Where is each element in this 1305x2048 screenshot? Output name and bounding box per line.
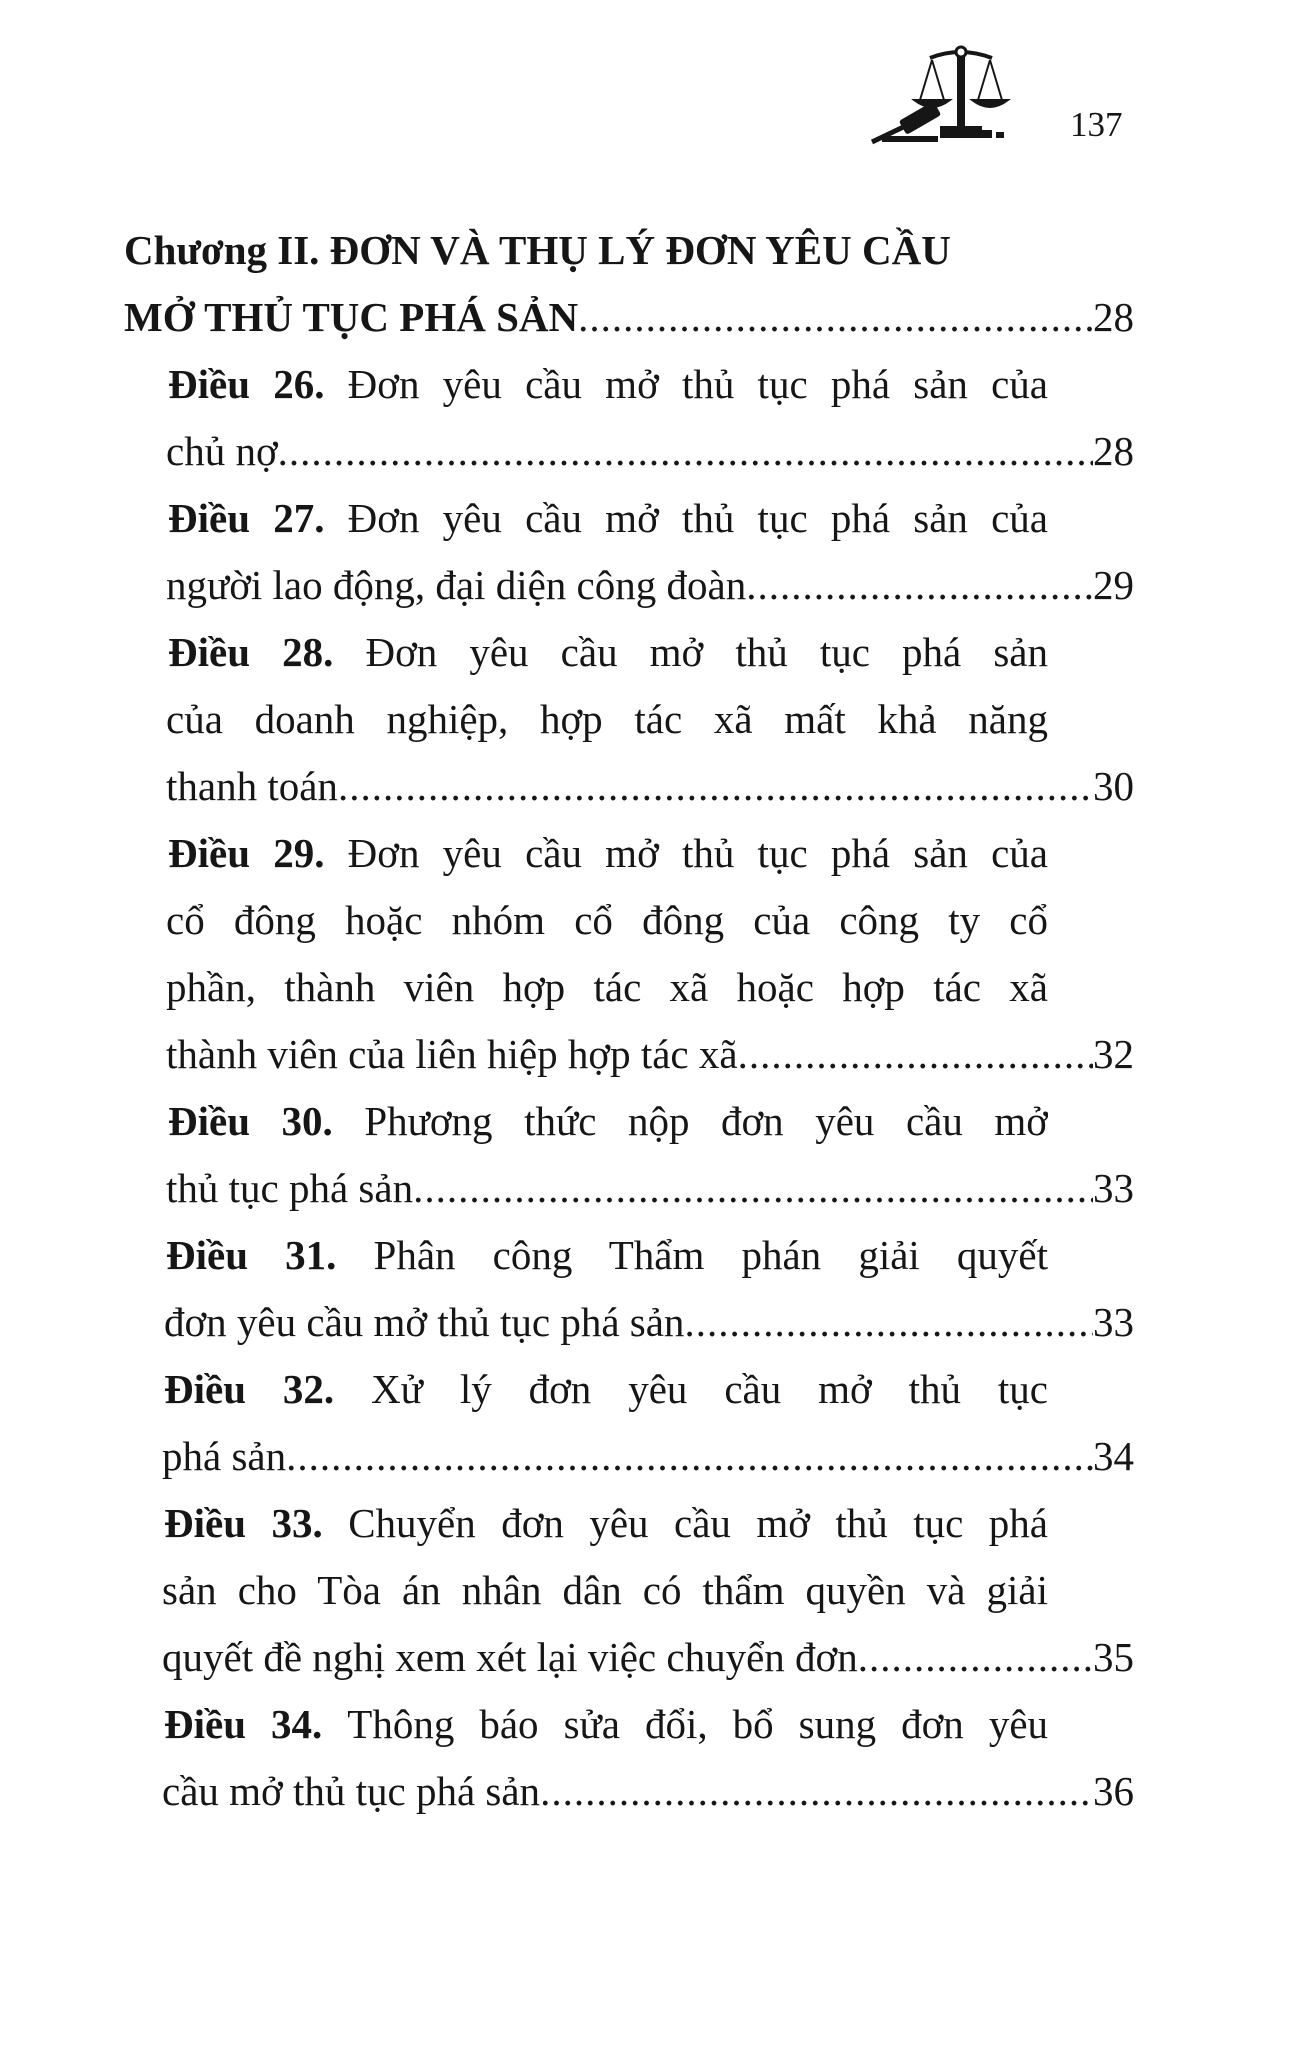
chapter-title-part-1: Chương II. ĐƠN VÀ THỤ LÝ ĐƠN YÊU CẦU [124, 227, 951, 273]
entry-text: đơn yêu cầu mở thủ tục phá sản [164, 1299, 685, 1345]
scales-and-gavel-icon [862, 40, 1032, 150]
entry-page-ref: 35 [1093, 1634, 1134, 1680]
entry-text: sản cho Tòa án nhân dân có thẩm quyền và giải [162, 1567, 1048, 1613]
toc-entry-33-line-3[interactable] [162, 1629, 1134, 1685]
entry-text: thủ tục phá sản [166, 1165, 414, 1211]
chapter-title-part-2: MỞ THỦ TỤC PHÁ SẢN [124, 294, 579, 340]
entry-label: Điều 33. [164, 1500, 349, 1546]
entry-label: Điều 31. [166, 1232, 374, 1278]
toc-entry-30-line-2[interactable] [166, 1160, 1134, 1216]
entry-text: quyết đề nghị xem xét lại việc chuyển đơn [162, 1634, 858, 1680]
toc-entry-27-line-1[interactable] [168, 490, 1048, 546]
entry-text: Đơn yêu cầu mở thủ tục phá sản của [347, 830, 1048, 876]
dot-leader [540, 1763, 1093, 1819]
toc-entry-29-line-4[interactable] [166, 1026, 1134, 1082]
toc-entry-28-line-1[interactable] [168, 624, 1048, 680]
entry-text: Thông báo sửa đổi, bổ sung đơn yêu [347, 1701, 1048, 1747]
entry-text: Đơn yêu cầu mở thủ tục phá sản của [347, 361, 1048, 407]
toc-entry-32-line-2[interactable] [162, 1428, 1134, 1484]
entry-page-ref: 33 [1093, 1165, 1134, 1211]
toc-entry-31-line-1[interactable] [166, 1227, 1048, 1283]
dot-leader [278, 423, 1093, 479]
entry-text: phá sản [162, 1433, 287, 1479]
entry-page-ref: 29 [1093, 562, 1134, 608]
toc-entry-34-line-1[interactable] [164, 1696, 1048, 1752]
toc-entry-31-line-2[interactable] [164, 1294, 1134, 1350]
dot-leader [286, 1428, 1093, 1484]
entry-page-ref: 32 [1093, 1031, 1134, 1077]
entry-text: Phân công Thẩm phán giải quyết [373, 1232, 1048, 1278]
toc-entry-26-line-1[interactable] [168, 356, 1048, 412]
chapter-heading-line-1 [124, 222, 1044, 278]
toc-entry-26-line-2[interactable] [166, 423, 1134, 479]
entry-text: Đơn yêu cầu mở thủ tục phá sản của [347, 495, 1048, 541]
entry-text: Đơn yêu cầu mở thủ tục phá sản [365, 629, 1048, 675]
entry-page-ref: 28 [1093, 428, 1134, 474]
entry-label: Điều 34. [164, 1701, 348, 1747]
toc-entry-27-line-2[interactable] [166, 557, 1134, 613]
chapter-heading-line-2[interactable] [124, 289, 1134, 345]
entry-text: Phương thức nộp đơn yêu cầu mở [364, 1098, 1048, 1144]
toc-entry-32-line-1[interactable] [164, 1361, 1048, 1417]
toc-entry-33-line-2 [162, 1562, 1048, 1618]
entry-text: thành viên của liên hiệp hợp tác xã [166, 1031, 738, 1077]
entry-label: Điều 29. [168, 830, 348, 876]
entry-label: Điều 28. [168, 629, 366, 675]
entry-label: Điều 27. [168, 495, 348, 541]
toc-entry-34-line-2[interactable] [162, 1763, 1134, 1819]
dot-leader [338, 758, 1093, 814]
entry-page-ref: 33 [1093, 1299, 1134, 1345]
entry-text: cổ đông hoặc nhóm cổ đông của công ty cổ [166, 897, 1048, 943]
entry-label: Điều 32. [164, 1366, 372, 1412]
dot-leader [738, 1026, 1093, 1082]
entry-text: cầu mở thủ tục phá sản [162, 1768, 541, 1814]
page-number: 137 [1070, 105, 1123, 144]
toc-entry-29-line-3 [166, 959, 1048, 1015]
entry-label: Điều 30. [168, 1098, 365, 1144]
toc-entry-29-line-2 [166, 892, 1048, 948]
dot-leader [746, 557, 1093, 613]
dot-leader [684, 1294, 1093, 1350]
chapter-page-ref: 28 [1093, 294, 1134, 340]
toc-entry-30-line-1[interactable] [168, 1093, 1048, 1149]
toc-entry-28-line-3[interactable] [166, 758, 1134, 814]
dot-leader [578, 289, 1093, 345]
toc-entry-28-line-2 [166, 691, 1048, 747]
entry-text: thanh toán [166, 763, 338, 809]
dot-leader [858, 1629, 1093, 1685]
dot-leader [413, 1160, 1093, 1216]
toc-entry-29-line-1[interactable] [168, 825, 1048, 881]
entry-text: của doanh nghiệp, hợp tác xã mất khả năng [166, 696, 1048, 742]
entry-label: Điều 26. [168, 361, 348, 407]
entry-text: Xử lý đơn yêu cầu mở thủ tục [371, 1366, 1048, 1412]
toc-entry-33-line-1[interactable] [164, 1495, 1048, 1551]
entry-page-ref: 34 [1093, 1433, 1134, 1479]
entry-page-ref: 36 [1093, 1768, 1134, 1814]
entry-text: Chuyển đơn yêu cầu mở thủ tục phá [348, 1500, 1048, 1546]
entry-text: phần, thành viên hợp tác xã hoặc hợp tác xã [166, 964, 1048, 1010]
entry-page-ref: 30 [1093, 763, 1134, 809]
entry-text: chủ nợ [166, 428, 278, 474]
entry-text: người lao động, đại diện công đoàn [166, 562, 747, 608]
